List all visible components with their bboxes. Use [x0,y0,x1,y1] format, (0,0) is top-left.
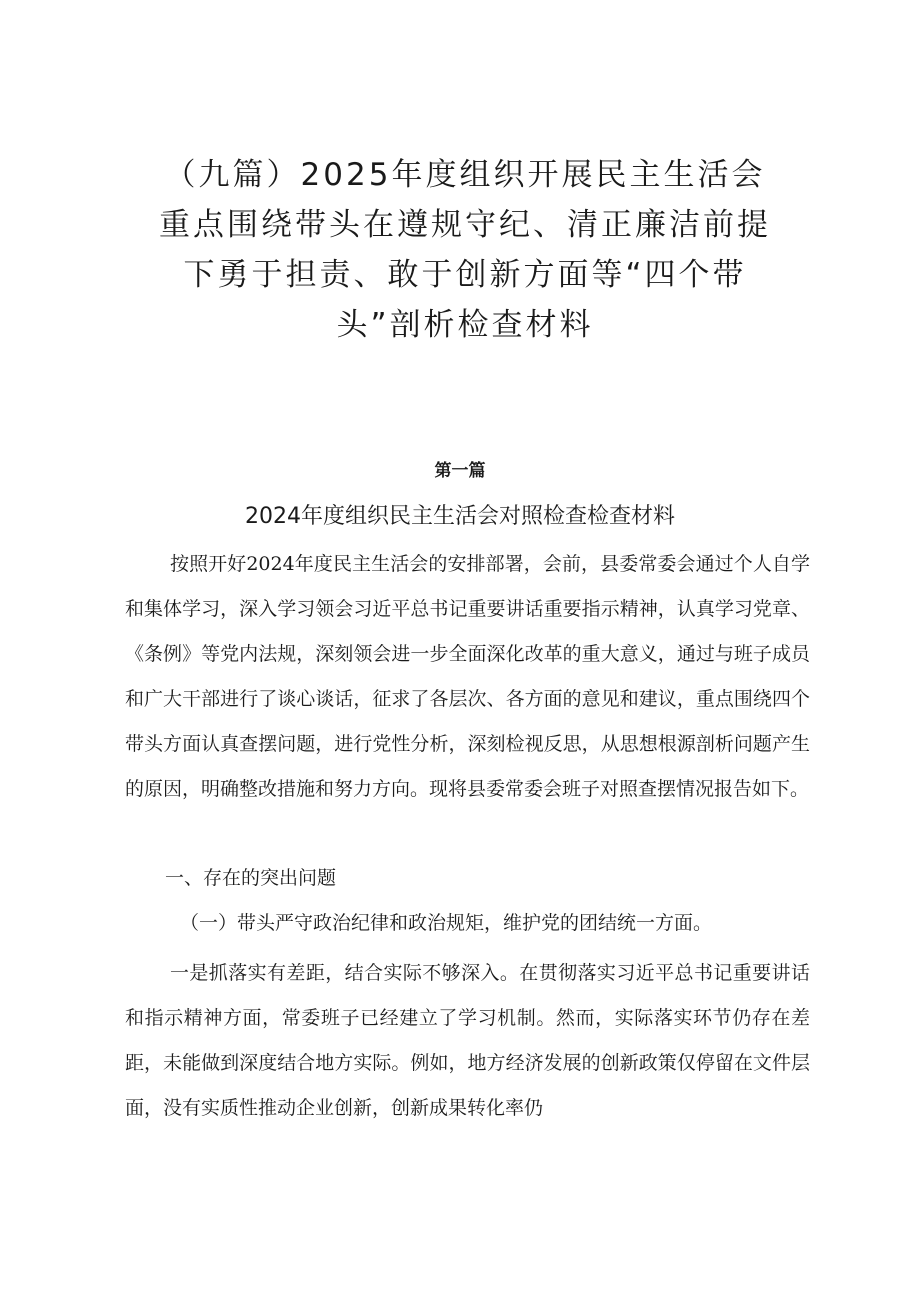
chapter-title: 2024年度组织民主生活会对照检查检查材料 [245,504,675,529]
document-title: （九篇）2025年度组织开展民主生活会重点围绕带头在遵规守纪、清正廉洁前提下勇于担责、敢于创新方面等“四个带头”剖析检查材料 [159,157,771,343]
section-heading: 一、存在的突出问题 [165,867,337,889]
sub-heading: （一）带头严守政治纪律和政治规矩，维护党的团结统一方面。 [180,912,713,934]
intro-paragraph: 按照开好2024年度民主生活会的安排部署，会前，县委常委会通过个人自学和集体学习，深入学习领会习近平总书记重要讲话重要指示精神，认真学习党章、《条例》等党内法规，深刻领会进一步全面深化改革的重大意义，通过与班子成员和广大干部进行了谈心谈话，征求了各层次、各方面的意见和建议，重点围绕四个带头方面认真查摆问题，进行党性分析，深刻检视反思，从思想根源剖析问题产生的原因，明确整改措施和努力方向。现将县委常委会班子对照查摆情况报告如下。 [125,553,810,800]
chapter-label: 第一篇 [434,461,486,481]
point-one-paragraph: 一是抓落实有差距，结合实际不够深入。在贯彻落实习近平总书记重要讲话和指示精神方面，常委班子已经建立了学习机制。然而，实际落实环节仍存在差距，未能做到深度结合地方实际。例如，地方经济发展的创新政策仅停留在文件层面，没有实质性推动企业创新，创新成果转化率仍 [125,962,810,1119]
